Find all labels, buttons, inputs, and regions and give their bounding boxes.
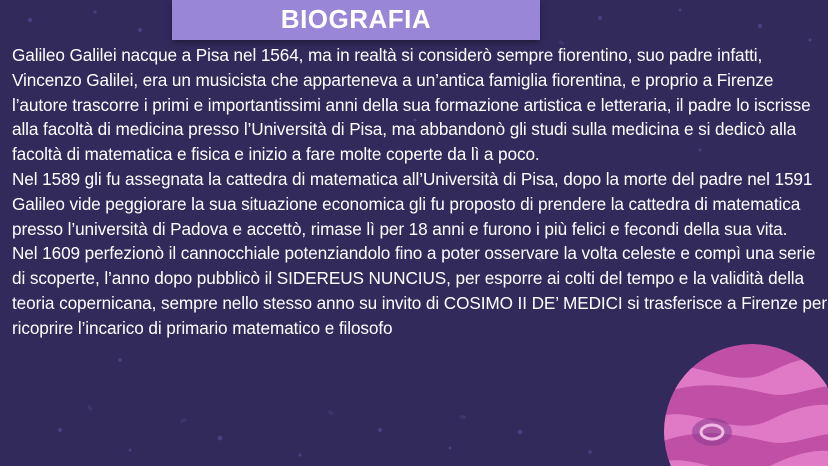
biography-text (12, 43, 828, 341)
paragraph-2: Nel 1589 gli fu assegnata la cattedra di matematica all’Università di Pisa, dopo la morte del padre nel 1591 Galileo vide peggiorare la sua situazione economica gli fu proposto di prendere la cattedra di matematica presso l’università di Padova e accettò, rimase lì per 18 anni e furono i più felici e fecondi della sua vita. (12, 168, 813, 239)
paragraph-1: Galileo Galilei nacque a Pisa nel 1564, ma in realtà si considerò sempre fiorentino, suo padre infatti, Vincenzo Galilei, era un musicista che apparteneva a un’antica famiglia fiorentina, e proprio a Firenze l’autore trascorre i primi e importantissimi anni della sua formazione artistica e letteraria, il padre lo iscrisse alla facoltà di medicina presso l’Università di Pisa, ma abbandonò gli studi sulla medicina e si dedicò alla facoltà di matematica e fisica e inizio a fare molte coperte da lì a poco. (12, 45, 811, 165)
title-banner (172, 0, 540, 40)
slide-title: BIOGRAFIA (280, 3, 432, 34)
paragraph-3: Nel 1609 perfezionò il cannocchiale potenziandolo fino a poter osservare la volta celeste e compì una serie di scoperte, l’anno dopo pubblicò il SIDEREUS NUNCIUS, per esporre ai colti del tempo e la validità della teoria copernicana, sempre nello stesso anno su invito di COSIMO II DE’ MEDICI si trasferisce a Firenze per ricoprire l’incarico di primario matematico e filosofo (12, 243, 827, 338)
